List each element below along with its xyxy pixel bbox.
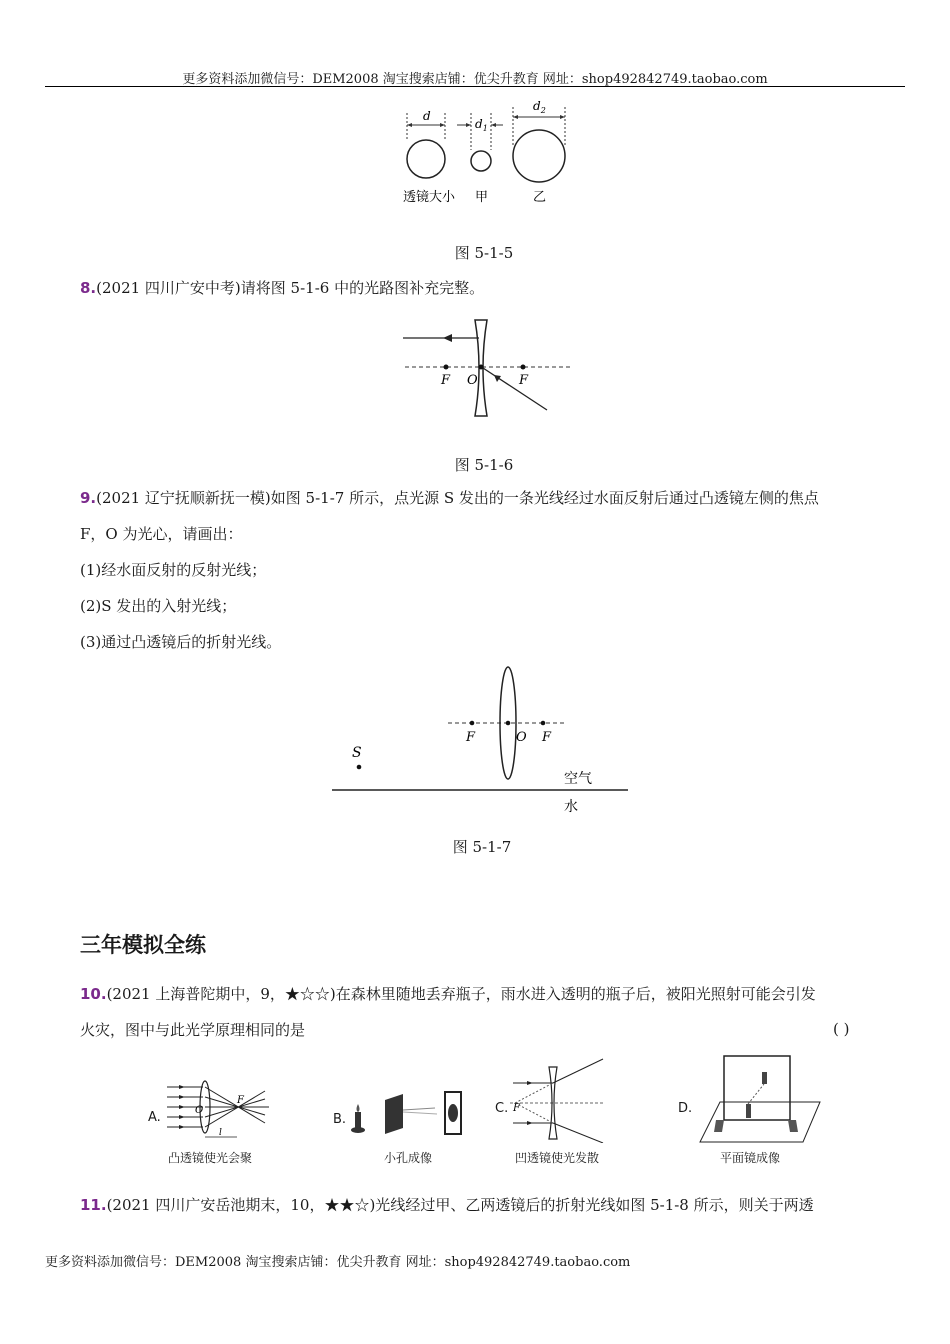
question-text: (2021 四川广安岳池期末，10，★★☆)光线经过甲、乙两透镜后的折射光线如图 5-1-8 所示，则关于两透	[106, 1196, 814, 1214]
question-text: (2021 四川广安中考)请将图 5-1-6 中的光路图补充完整。	[96, 279, 485, 297]
question-9-text-2: F，O 为光心，请画出：	[80, 525, 243, 543]
question-text: (2021 辽宁抚顺新抚一模)如图 5-1-7 所示，点光源 S 发出的一条光线经过水面反射后通过凸透镜左侧的焦点	[96, 489, 819, 507]
label-f-right: F	[542, 730, 552, 745]
caption-5-1-6: 图 5-1-6	[454, 456, 514, 474]
circle-lens	[407, 140, 445, 178]
option-a-letter[interactable]: A.	[148, 1110, 161, 1125]
arrow-icon	[443, 334, 452, 342]
label-o: O	[467, 373, 478, 388]
option-b-figure[interactable]	[345, 1088, 475, 1143]
figure-5-1-5	[395, 95, 575, 210]
option-c-caption: 凹透镜使光发散	[515, 1151, 600, 1165]
question-number: 9.	[80, 489, 97, 507]
option-c-figure[interactable]	[505, 1055, 610, 1143]
question-number: 11.	[80, 1196, 107, 1214]
header-divider	[45, 86, 905, 87]
label-jia: 甲	[475, 190, 489, 205]
section-title: 三年模拟全练	[80, 933, 206, 957]
label-d2: $d_2$	[533, 99, 546, 115]
label-o: O	[195, 1105, 204, 1116]
circle-jia	[471, 151, 491, 171]
label-d1: $d_1$	[475, 117, 488, 133]
answer-paren: ( )	[833, 1020, 850, 1038]
question-number: 8.	[80, 279, 97, 297]
circle-yi	[513, 130, 565, 182]
label-f-left: F	[466, 730, 476, 745]
question-9-sub-3: (3)通过凸透镜后的折射光线。	[80, 633, 282, 651]
question-10	[80, 984, 900, 1005]
pinhole-board	[385, 1094, 403, 1134]
figure-5-1-7	[330, 665, 630, 825]
caption-5-1-5: 图 5-1-5	[454, 244, 514, 262]
option-a-caption: 凸透镜使光会聚	[168, 1151, 253, 1165]
label-yi: 乙	[533, 190, 547, 205]
question-9-sub-1: (1)经水面反射的反射光线；	[80, 561, 267, 579]
option-b-letter[interactable]: B.	[333, 1112, 347, 1127]
option-c-letter[interactable]: C.	[495, 1101, 509, 1116]
question-8	[80, 278, 900, 299]
option-d-letter[interactable]: D.	[678, 1101, 693, 1116]
page-header: 更多资料添加微信号：DEM2008 淘宝搜索店铺：优尖升教育 网址：shop492842749.taobao.com	[182, 72, 768, 87]
question-11	[80, 1195, 900, 1216]
label-d: d	[423, 109, 431, 123]
candle-image-icon	[762, 1072, 767, 1084]
label-water: 水	[564, 799, 578, 815]
option-b-caption: 小孔成像	[384, 1151, 433, 1165]
label-l: l	[219, 1128, 222, 1138]
point-source-s	[357, 765, 362, 770]
figure-5-1-6	[395, 312, 575, 417]
label-air: 空气	[564, 771, 592, 787]
caption-5-1-7: 图 5-1-7	[452, 838, 512, 856]
candle-icon	[355, 1112, 361, 1128]
label-f-right: F	[519, 373, 529, 388]
page-footer: 更多资料添加微信号：DEM2008 淘宝搜索店铺：优尖升教育 网址：shop492842749.taobao.com	[45, 1255, 631, 1270]
option-d-caption: 平面镜成像	[720, 1151, 781, 1165]
question-number: 10.	[80, 985, 107, 1003]
label-f: F	[237, 1095, 244, 1106]
label-lens-size: 透镜大小	[403, 190, 456, 205]
label-f-left: F	[441, 373, 451, 388]
question-9	[80, 488, 900, 509]
label-s: S	[352, 745, 362, 761]
candle-icon	[746, 1104, 751, 1118]
label-o: O	[516, 730, 527, 745]
label-f: F	[513, 1103, 520, 1114]
option-d-figure[interactable]	[698, 1052, 823, 1144]
question-text: (2021 上海普陀期中，9，★☆☆)在森林里随地丢弃瓶子，雨水进入透明的瓶子后，被阳光照射可能会引发	[106, 985, 816, 1003]
question-9-sub-2: (2)S 发出的入射光线；	[80, 597, 237, 615]
option-a-figure[interactable]	[165, 1075, 280, 1143]
question-10-text-2: 火灾，图中与此光学原理相同的是	[80, 1021, 306, 1039]
glass-plate	[724, 1056, 790, 1120]
